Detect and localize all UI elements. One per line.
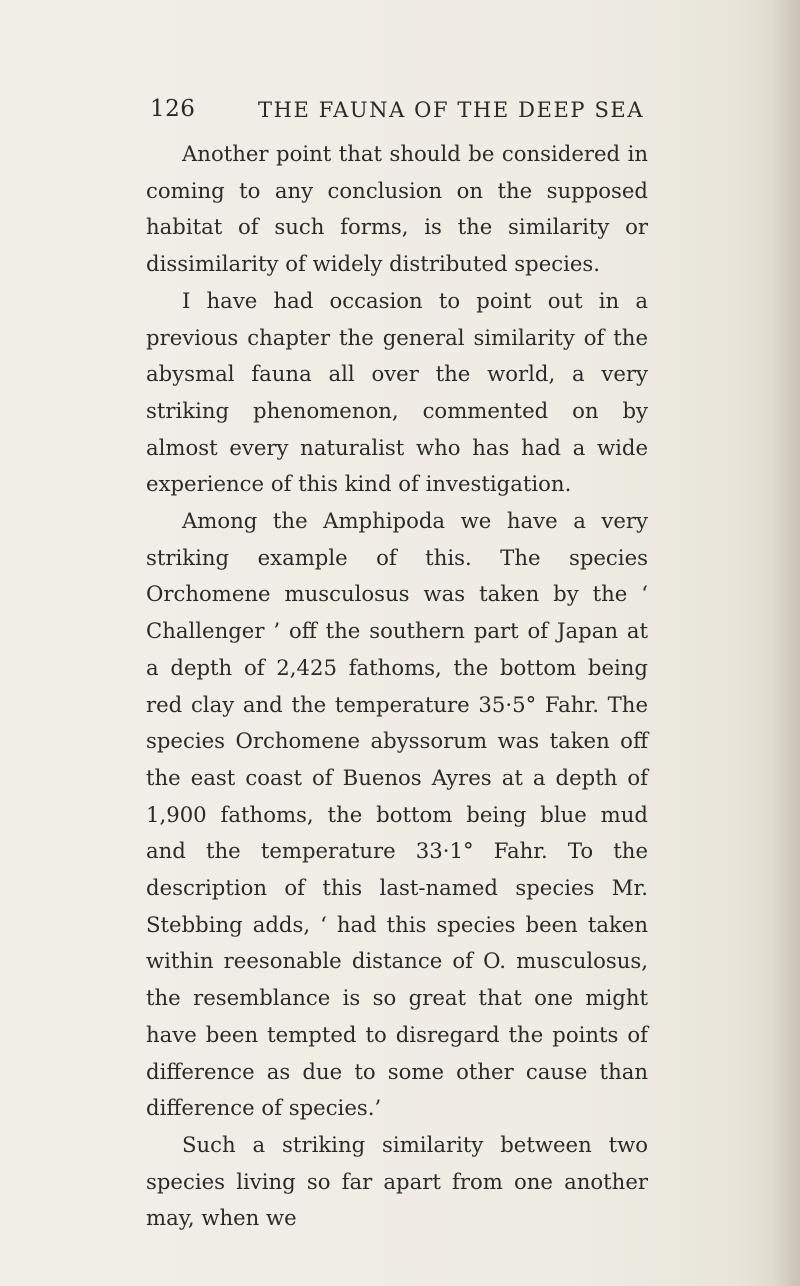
body-text [146, 136, 648, 1237]
paragraph: I have had occasion to point out in a previous chapter the general similarity of the abysmal fauna all over the world, a very striking phenomenon, commented on by almost every naturalist who has had a wide experience of this kind of investigation. [146, 287, 648, 497]
paragraph: Such a striking similarity between two species living so far apart from one another may, when we [146, 1131, 648, 1231]
paragraph: Another point that should be considered in coming to any conclusion on the supposed habitat of such forms, is the similarity or dissimilarity of widely distributed species. [146, 141, 648, 277]
paragraph: Among the Amphipoda we have a very striking example of this. The species Orchomene musculosus was taken by the ‘ Challenger ’ off the southern part of Japan at a depth of 2,425 fathoms, the bottom being red clay and the temperature 35·5° Fahr. The species Orchomene abyssorum was taken off the east coast of Buenos Ayres at a depth of 1,900 fathoms, the bottom being blue mud and the temperature 33·1° Fahr. To the description of this last-named species Mr. Stebbing adds, ‘ had this species been taken within reesonable distance of O. musculosus, the resemblance is so great that one might have been tempted to disregard the points of difference as due to some other cause than difference of species.’ [146, 508, 648, 1121]
page-edge-shadow [772, 0, 800, 1286]
page-header [0, 96, 800, 136]
page-number: 126 [150, 96, 196, 122]
running-head: THE FAUNA OF THE DEEP SEA [258, 98, 645, 122]
